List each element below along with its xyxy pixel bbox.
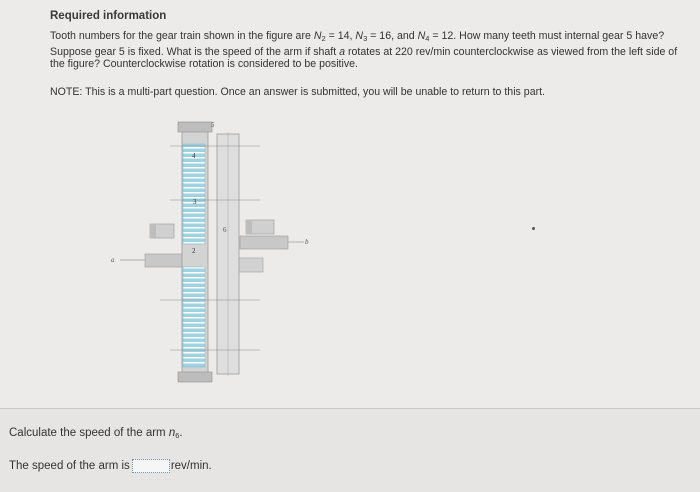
section-heading: Required information <box>50 10 167 22</box>
label-2: 2 <box>192 247 196 255</box>
shaft-symbol: a <box>339 45 346 58</box>
part-prompt-text: Calculate the speed of the arm <box>9 427 169 439</box>
answer-row <box>9 459 212 473</box>
n3-subscript: 3 <box>363 34 368 43</box>
answer-panel <box>0 409 700 492</box>
question-part1: Tooth numbers for the gear train shown in the figure are <box>50 30 314 42</box>
n3-symbol: N <box>355 30 364 42</box>
shaft-b <box>240 236 288 249</box>
question-text <box>50 30 690 71</box>
label-4: 4 <box>192 152 196 160</box>
arm-speed-input[interactable] <box>132 459 170 473</box>
label-b: b <box>305 238 309 246</box>
stray-dot <box>532 227 535 230</box>
multipart-note: NOTE: This is a multi-part question. Once an answer is submitted, you will be unable to return to this part. <box>50 86 545 98</box>
n2-symbol: N <box>313 30 322 42</box>
question-part2: rotates at 220 rev/min counterclockwise as viewed from the left side of the figure? Counterclockwise rotation is considered to be positive. <box>50 45 678 70</box>
n2-subscript: 2 <box>321 34 326 43</box>
n2-value: = 14, <box>325 30 356 42</box>
label-a: a <box>111 256 115 264</box>
n3-value: = 16, and <box>367 30 418 42</box>
arm-speed-subscript: 6 <box>175 431 180 440</box>
label-6: 6 <box>223 226 227 234</box>
arm-speed-symbol: n <box>168 427 176 439</box>
label-5: 5 <box>211 121 215 129</box>
answer-unit: rev/min. <box>170 460 212 472</box>
n4-value: = 12. How many teeth must internal gear 5 have? Suppose gear 5 is fixed. What is the speed of the arm if shaft <box>50 30 665 58</box>
n4-symbol: N <box>417 30 426 42</box>
answer-prefix: The speed of the arm is <box>9 460 130 472</box>
gear-train-figure <box>100 112 310 387</box>
part-prompt <box>9 427 183 440</box>
n4-subscript: 4 <box>425 34 430 43</box>
label-3: 3 <box>193 198 197 206</box>
part-prompt-end: . <box>179 427 183 439</box>
